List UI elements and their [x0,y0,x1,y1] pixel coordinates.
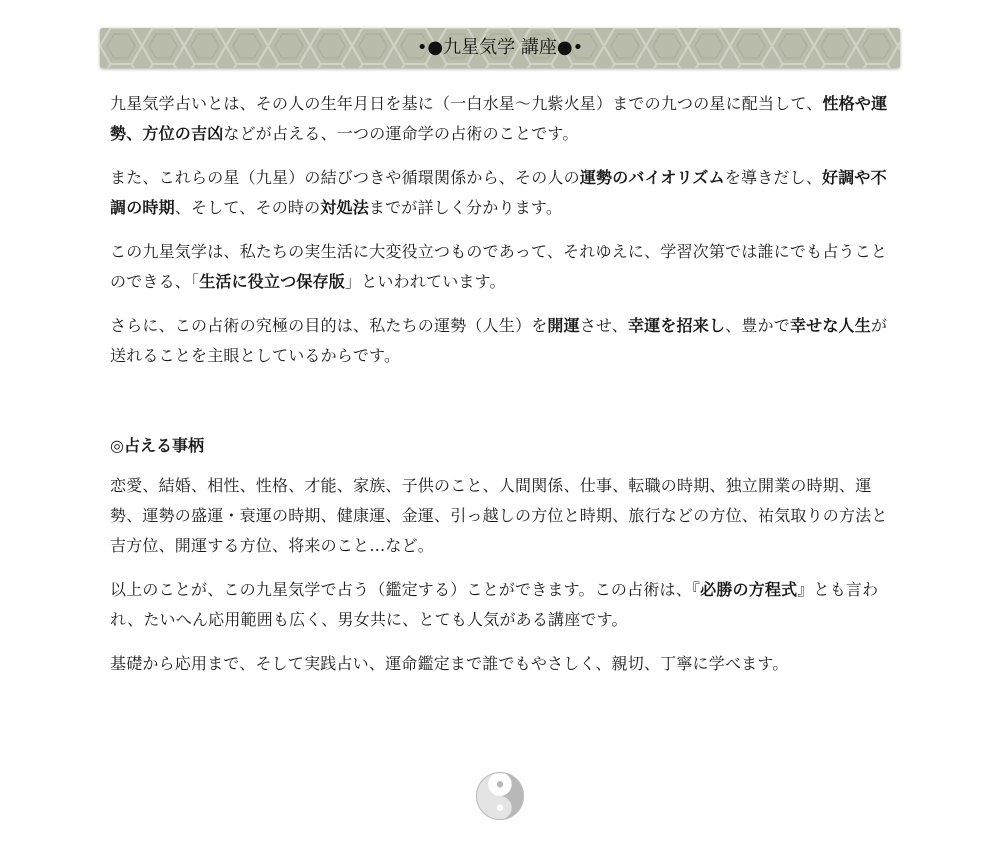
body-text: 恋愛、結婚、相性、性格、才能、家族、子供のこと、人間関係、仕事、転職の時期、独立開業の時期、運勢、運勢の盛運・衰運の時期、健康運、金運、引っ越しの方位と時期、旅行などの方位、祐気取りの方法と吉方位、開運する方位、将来のこと…など。 [110,476,888,555]
emphasis-text: 開運 [547,316,580,335]
emphasis-text: 性格や運勢、方位の吉凶 [110,94,888,143]
article-body [110,89,894,693]
emphasis-text: 生活に役立つ保存版 [199,272,346,291]
intro-paragraph-3 [110,237,894,297]
emphasis-text: 運勢のバイオリズム [579,168,725,187]
body-text: させ、 [579,316,628,335]
emphasis-text: 対処法 [320,198,369,217]
body-text: が送れることを主眼としているからです。 [110,316,888,365]
body-text: 九星気学占いとは、その人の生年月日を基に（一白水星～九紫火星）までの九つの星に配当して、 [110,94,823,113]
intro-paragraph-4 [110,311,894,371]
section-heading: ◎占える事柄 [110,436,204,455]
page-title: •●九星気学 講座●• [416,37,584,58]
body-text: 』とも言われ、たいへん応用範囲も広く、男女共に、とても人気がある講座です。 [110,580,879,629]
emphasis-text: 必勝の方程式 [700,580,798,599]
intro-paragraph-1 [110,89,894,149]
body-text: などが占える、一つの運命学の占術のことです。 [223,124,579,143]
intro-paragraph-2 [110,163,894,223]
body-text: までが詳しく分かります。 [368,198,563,217]
body-text: また、これらの星（九星）の結びつきや循環関係から、その人の [110,168,580,187]
body-text: この九星気学は、私たちの実生活に大変役立つものであって、それゆえに、学習次第では誰にでも占うことのできる、「 [110,242,888,291]
emphasis-text: 幸運を招来し [627,316,726,335]
emphasis-text: 好調や不調の時期 [110,168,887,217]
closing-paragraph [110,649,894,679]
body-text: 以上のことが、この九星気学で占う（鑑定する）ことができます。この占術は、『 [110,580,701,599]
summary-paragraph [110,575,894,635]
emphasis-text: 幸せな人生 [789,316,871,335]
body-text: 、豊かで [725,316,790,335]
body-text: さらに、この占術の究極の目的は、私たちの運勢（人生）を [110,316,548,335]
topics-paragraph [110,471,894,561]
body-text: を導きだし、 [724,168,823,187]
body-text: 基礎から応用まで、そして実践占い、運命鑑定まで誰でもやさしく、親切、丁寧に学べます。 [110,654,789,673]
section-title-banner [100,28,900,68]
body-text: 」といわれています。 [345,272,506,291]
yin-yang-icon [475,771,525,821]
body-text: 、そして、その時の [174,198,321,217]
